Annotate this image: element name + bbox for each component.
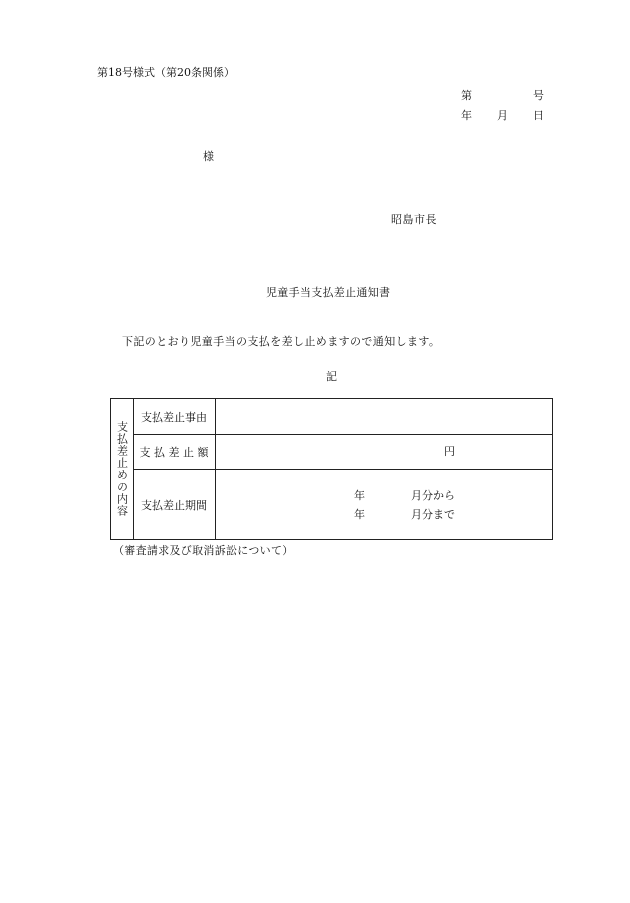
ki-label: 記 (326, 370, 337, 383)
number-suffix: 号 (533, 89, 544, 102)
document-title: 児童手当支払差止通知書 (266, 286, 391, 299)
appeal-note: （審査請求及び取消訴訟について） (113, 544, 294, 557)
date-line (461, 110, 545, 122)
row-label-text: 支 払 差 止 額 (139, 446, 209, 459)
date-month: 月 (497, 109, 508, 122)
reason-value-cell (216, 399, 552, 434)
suspension-details-table (110, 398, 553, 540)
row-label-reason (133, 399, 215, 434)
date-day: 日 (533, 109, 544, 122)
document-number-line (461, 90, 545, 102)
row-label-text: 支払差止事由 (141, 410, 207, 424)
row-label-period (133, 470, 215, 539)
addressee-suffix: 様 (203, 150, 214, 163)
period-from-month: 月分から (411, 489, 455, 502)
date-year: 年 (461, 109, 472, 122)
issuer: 昭島市長 (391, 213, 437, 226)
body-text: 下記のとおり児童手当の支払を差し止めますので通知します。 (122, 335, 441, 348)
period-to-year: 年 (354, 508, 365, 521)
table-vertical-header (111, 399, 133, 539)
row-label-amount (133, 435, 215, 469)
form-number: 第18号様式（第20条関係） (97, 66, 235, 79)
row-label-text: 支払差止期間 (141, 498, 207, 512)
amount-value-cell (216, 435, 552, 469)
amount-unit: 円 (444, 445, 455, 458)
period-value-cell (216, 470, 552, 539)
period-from-year: 年 (354, 489, 365, 502)
vertical-header-text: 支払差止めの内容 (115, 421, 129, 517)
number-prefix: 第 (461, 89, 472, 102)
period-to-month: 月分まで (411, 508, 455, 521)
